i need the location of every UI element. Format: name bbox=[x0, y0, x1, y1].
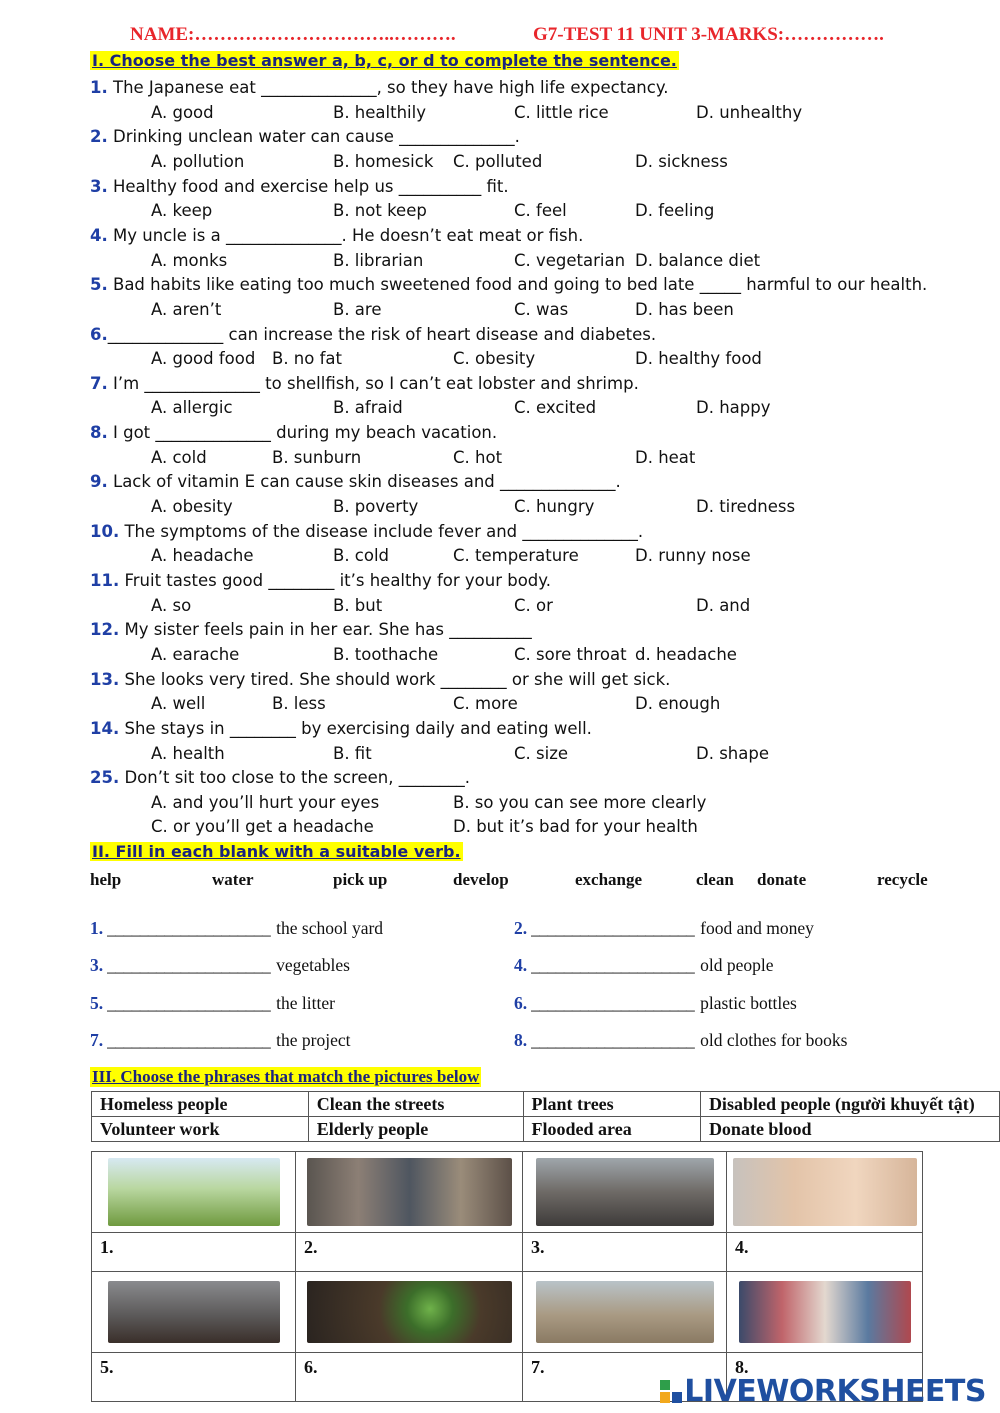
answer-option[interactable]: A. cold bbox=[151, 447, 207, 467]
answer-option[interactable]: A. good food bbox=[151, 349, 256, 369]
picture-table bbox=[91, 1151, 923, 1402]
question-text: Healthy food and exercise help us __________ fit. bbox=[107, 176, 509, 196]
answer-option[interactable]: B. not keep bbox=[333, 201, 427, 221]
picture-label: 1. bbox=[92, 1233, 296, 1272]
question-text: Drinking unclean water can cause ______________. bbox=[107, 127, 520, 147]
question-3 bbox=[90, 177, 509, 196]
question-6 bbox=[90, 325, 656, 344]
fill-item-number: 2. bbox=[514, 918, 528, 938]
answer-option[interactable]: D. enough bbox=[635, 694, 721, 714]
question-text: The symptoms of the disease include fever and ______________. bbox=[119, 521, 644, 541]
phrase-cell: Elderly people bbox=[308, 1117, 523, 1142]
question-number: 4. bbox=[90, 225, 108, 245]
picture-flooded-area bbox=[523, 1272, 727, 1353]
answer-option[interactable]: B. poverty bbox=[333, 497, 419, 516]
answer-option[interactable]: A. obesity bbox=[151, 497, 233, 516]
verb-bank-word: water bbox=[212, 870, 254, 889]
phrase-cell: Disabled people (người khuyết tật) bbox=[700, 1092, 999, 1117]
answer-option[interactable]: D. healthy food bbox=[635, 349, 762, 369]
question-number: 13. bbox=[90, 669, 120, 689]
answer-option[interactable]: A. so bbox=[151, 595, 192, 615]
answer-option[interactable]: A. aren’t bbox=[151, 299, 222, 319]
picture-plant-trees bbox=[296, 1272, 523, 1353]
fill-item-number: 3. bbox=[90, 955, 104, 975]
fill-item-phrase: food and money bbox=[700, 918, 814, 938]
donate-blood-photo bbox=[739, 1281, 911, 1343]
answer-option[interactable]: B. but bbox=[333, 595, 383, 615]
answer-option[interactable]: A. allergic bbox=[151, 398, 233, 418]
answer-option[interactable]: D. happy bbox=[696, 398, 771, 418]
section-1-title: I. Choose the best answer a, b, c, or d to complete the sentence. bbox=[92, 51, 677, 70]
answer-option[interactable]: C. temperature bbox=[453, 546, 579, 566]
fill-item-number: 6. bbox=[514, 993, 528, 1013]
question-text: She looks very tired. She should work ________ or she will get sick. bbox=[119, 669, 671, 689]
verb-bank-word: clean bbox=[696, 870, 734, 889]
fill-item-phrase: the school yard bbox=[276, 918, 384, 938]
picture-homeless bbox=[92, 1272, 296, 1353]
answer-blank[interactable]: ____________________ bbox=[107, 918, 271, 938]
phrase-cell: Homeless people bbox=[92, 1092, 309, 1117]
answer-option[interactable]: C. size bbox=[514, 743, 569, 763]
question-number: 3. bbox=[90, 176, 108, 196]
section-3-title: III. Choose the phrases that match the pictures below bbox=[92, 1067, 480, 1086]
question-9 bbox=[90, 472, 621, 491]
answer-blank[interactable]: ____________________ bbox=[107, 1030, 271, 1050]
question-text: My uncle is a ______________. He doesn’t eat meat or fish. bbox=[107, 225, 584, 245]
question-13 bbox=[90, 670, 670, 689]
answer-option[interactable]: D. has been bbox=[635, 299, 734, 319]
volunteer-photo bbox=[108, 1158, 280, 1226]
fill-item-phrase: old people bbox=[700, 955, 774, 975]
fill-item-number: 4. bbox=[514, 955, 528, 975]
answer-option[interactable]: D. sickness bbox=[635, 151, 728, 171]
fill-item-phrase: vegetables bbox=[276, 955, 350, 975]
question-11 bbox=[90, 571, 551, 590]
picture-disabled-people bbox=[296, 1152, 523, 1233]
question-number: 5. bbox=[90, 275, 108, 295]
disabled-people-photo bbox=[307, 1158, 512, 1226]
picture-label: 8. bbox=[727, 1353, 923, 1402]
answer-option[interactable]: A. well bbox=[151, 694, 206, 714]
question-number: 2. bbox=[90, 127, 108, 147]
liveworksheets-logo-icon bbox=[660, 1380, 682, 1404]
answer-option[interactable]: C. feel bbox=[514, 201, 567, 221]
picture-label: 3. bbox=[523, 1233, 727, 1272]
question-text: Don’t sit too close to the screen, ________. bbox=[119, 768, 470, 788]
question-number: 12. bbox=[90, 620, 120, 640]
answer-option[interactable]: A. and you’ll hurt your eyes bbox=[151, 792, 380, 812]
question-5 bbox=[90, 275, 927, 294]
answer-option[interactable]: B. less bbox=[272, 694, 326, 714]
flooded-area-photo bbox=[536, 1281, 714, 1343]
answer-option[interactable]: d. headache bbox=[635, 644, 737, 664]
fill-item-number: 5. bbox=[90, 993, 104, 1013]
answer-option[interactable]: C. excited bbox=[514, 398, 597, 418]
verb-bank-word: help bbox=[90, 870, 122, 889]
answer-option[interactable]: B. no fat bbox=[272, 349, 342, 369]
picture-donate-blood bbox=[727, 1272, 923, 1353]
phrase-cell: Clean the streets bbox=[308, 1092, 523, 1117]
answer-option[interactable]: A. good bbox=[151, 102, 214, 122]
answer-blank[interactable]: ____________________ bbox=[531, 955, 695, 975]
logo-text: LIVEWORKSHEETS bbox=[684, 1374, 986, 1409]
answer-option[interactable]: D. heat bbox=[635, 447, 696, 467]
fill-item-1 bbox=[90, 918, 383, 939]
fill-item-number: 1. bbox=[90, 918, 104, 938]
fill-item-phrase: plastic bottles bbox=[700, 993, 797, 1013]
answer-option[interactable]: A. pollution bbox=[151, 151, 245, 171]
verb-bank-word: donate bbox=[757, 870, 807, 889]
question-10 bbox=[90, 522, 643, 541]
question-text: I got ______________ during my beach vacation. bbox=[107, 423, 498, 443]
answer-option[interactable]: B. librarian bbox=[333, 250, 424, 270]
answer-option[interactable]: B. afraid bbox=[333, 398, 403, 418]
answer-option[interactable]: B. healthily bbox=[333, 102, 426, 122]
question-12 bbox=[90, 620, 532, 639]
answer-option[interactable]: D. feeling bbox=[635, 201, 715, 221]
fill-item-number: 8. bbox=[514, 1030, 528, 1050]
question-1 bbox=[90, 78, 669, 97]
street-cleaning-photo bbox=[536, 1158, 714, 1226]
question-number: 11. bbox=[90, 571, 120, 590]
phrase-table bbox=[91, 1091, 1000, 1142]
question-2 bbox=[90, 127, 520, 146]
answer-option[interactable]: D. and bbox=[696, 595, 751, 615]
answer-option[interactable]: D. runny nose bbox=[635, 546, 751, 566]
worksheet-header bbox=[130, 24, 884, 46]
fill-item-3 bbox=[90, 955, 350, 976]
question-text: I’m ______________ to shellfish, so I can’t eat lobster and shrimp. bbox=[107, 373, 639, 393]
picture-label: 4. bbox=[727, 1233, 923, 1272]
answer-option[interactable]: D. but it’s bad for your health bbox=[453, 817, 698, 837]
phrase-cell: Volunteer work bbox=[92, 1117, 309, 1142]
phrase-cell: Flooded area bbox=[523, 1117, 700, 1142]
answer-blank[interactable]: ____________________ bbox=[531, 1030, 695, 1050]
answer-option[interactable]: D. unhealthy bbox=[696, 102, 803, 122]
answer-option[interactable]: B. cold bbox=[333, 546, 390, 566]
question-number: 8. bbox=[90, 423, 108, 443]
answer-option[interactable]: A. monks bbox=[151, 250, 228, 270]
picture-label: 5. bbox=[92, 1353, 296, 1402]
test-title: G7-TEST 11 UNIT 3-MARKS:……………. bbox=[533, 24, 884, 45]
question-number: 1. bbox=[90, 78, 108, 97]
section-2-title: II. Fill in each blank with a suitable verb. bbox=[92, 842, 461, 861]
answer-blank[interactable]: ____________________ bbox=[531, 918, 695, 938]
liveworksheets-logo bbox=[660, 1374, 986, 1409]
fill-item-phrase: the litter bbox=[276, 993, 335, 1013]
answer-option[interactable]: C. more bbox=[453, 694, 518, 714]
plant-trees-photo bbox=[307, 1281, 512, 1343]
homeless-photo bbox=[108, 1281, 280, 1343]
answer-option[interactable]: B. are bbox=[333, 299, 382, 319]
question-text: The Japanese eat ______________, so they have high life expectancy. bbox=[107, 78, 669, 97]
question-number: 10. bbox=[90, 521, 120, 541]
answer-option[interactable]: C. was bbox=[514, 299, 569, 319]
fill-item-phrase: old clothes for books bbox=[700, 1030, 848, 1050]
question-text: Bad habits like eating too much sweetened food and going to bed late _____ harmful to our health. bbox=[107, 275, 928, 295]
question-text: My sister feels pain in her ear. She has __________ bbox=[119, 620, 532, 640]
elderly-photo bbox=[733, 1158, 917, 1226]
answer-option[interactable]: C. vegetarian bbox=[514, 250, 626, 270]
verb-bank-word: pick up bbox=[333, 870, 388, 889]
picture-label: 2. bbox=[296, 1233, 523, 1272]
answer-blank[interactable]: ____________________ bbox=[531, 993, 695, 1013]
fill-item-phrase: the project bbox=[276, 1030, 351, 1050]
answer-option[interactable]: C. sore throat bbox=[514, 644, 627, 664]
phrase-cell: Plant trees bbox=[523, 1092, 700, 1117]
answer-blank[interactable]: ____________________ bbox=[107, 955, 271, 975]
question-4 bbox=[90, 226, 583, 245]
verb-bank-word: develop bbox=[453, 870, 509, 889]
verb-bank-word: recycle bbox=[877, 870, 928, 889]
question-8 bbox=[90, 423, 497, 442]
answer-option[interactable]: C. obesity bbox=[453, 349, 536, 369]
fill-item-8 bbox=[514, 1030, 847, 1051]
answer-option[interactable]: A. headache bbox=[151, 546, 254, 566]
fill-item-5 bbox=[90, 993, 335, 1014]
answer-option[interactable]: D. tiredness bbox=[696, 497, 796, 516]
answer-option[interactable]: B. homesick bbox=[333, 151, 434, 171]
answer-option[interactable]: C. hot bbox=[453, 447, 503, 467]
answer-blank[interactable]: ____________________ bbox=[107, 993, 271, 1013]
phrase-cell: Donate blood bbox=[700, 1117, 999, 1142]
answer-option[interactable]: B. so you can see more clearly bbox=[453, 792, 707, 812]
question-text: She stays in ________ by exercising daily and eating well. bbox=[119, 718, 592, 738]
answer-option[interactable]: C. little rice bbox=[514, 102, 609, 122]
picture-label: 7. bbox=[523, 1353, 727, 1402]
answer-option[interactable]: C. or you’ll get a headache bbox=[151, 817, 374, 837]
question-number: 7. bbox=[90, 373, 108, 393]
question-number: 25. bbox=[90, 768, 120, 788]
fill-item-4 bbox=[514, 955, 774, 976]
answer-option[interactable]: B. fit bbox=[333, 743, 372, 763]
verb-bank-word: exchange bbox=[575, 870, 643, 889]
picture-street-cleaning bbox=[523, 1152, 727, 1233]
fill-item-7 bbox=[90, 1030, 350, 1051]
fill-item-2 bbox=[514, 918, 814, 939]
name-label: NAME:…………………………..………. bbox=[130, 24, 456, 45]
answer-option[interactable]: C. or bbox=[514, 595, 553, 615]
fill-item-number: 7. bbox=[90, 1030, 104, 1050]
question-text: Lack of vitamin E can cause skin diseases and ______________. bbox=[107, 472, 621, 492]
fill-item-6 bbox=[514, 993, 797, 1014]
question-text: ______________ can increase the risk of heart disease and diabetes. bbox=[107, 324, 657, 344]
answer-option[interactable]: A. health bbox=[151, 743, 225, 763]
picture-elderly bbox=[727, 1152, 923, 1233]
answer-option[interactable]: A. keep bbox=[151, 201, 213, 221]
answer-option[interactable]: D. shape bbox=[696, 743, 769, 763]
question-14 bbox=[90, 719, 592, 738]
picture-label: 6. bbox=[296, 1353, 523, 1402]
answer-option[interactable]: B. sunburn bbox=[272, 447, 362, 467]
question-7 bbox=[90, 374, 639, 393]
question-number: 9. bbox=[90, 472, 108, 492]
answer-option[interactable]: A. earache bbox=[151, 644, 240, 664]
answer-option[interactable]: D. balance diet bbox=[635, 250, 761, 270]
question-15 bbox=[90, 768, 470, 787]
picture-volunteers bbox=[92, 1152, 296, 1233]
question-number: 14. bbox=[90, 718, 120, 738]
question-text: Fruit tastes good ________ it’s healthy for your body. bbox=[119, 571, 551, 590]
answer-option[interactable]: B. toothache bbox=[333, 644, 439, 664]
answer-option[interactable]: C. hungry bbox=[514, 497, 595, 516]
question-number: 6. bbox=[90, 324, 108, 344]
answer-option[interactable]: C. polluted bbox=[453, 151, 543, 171]
